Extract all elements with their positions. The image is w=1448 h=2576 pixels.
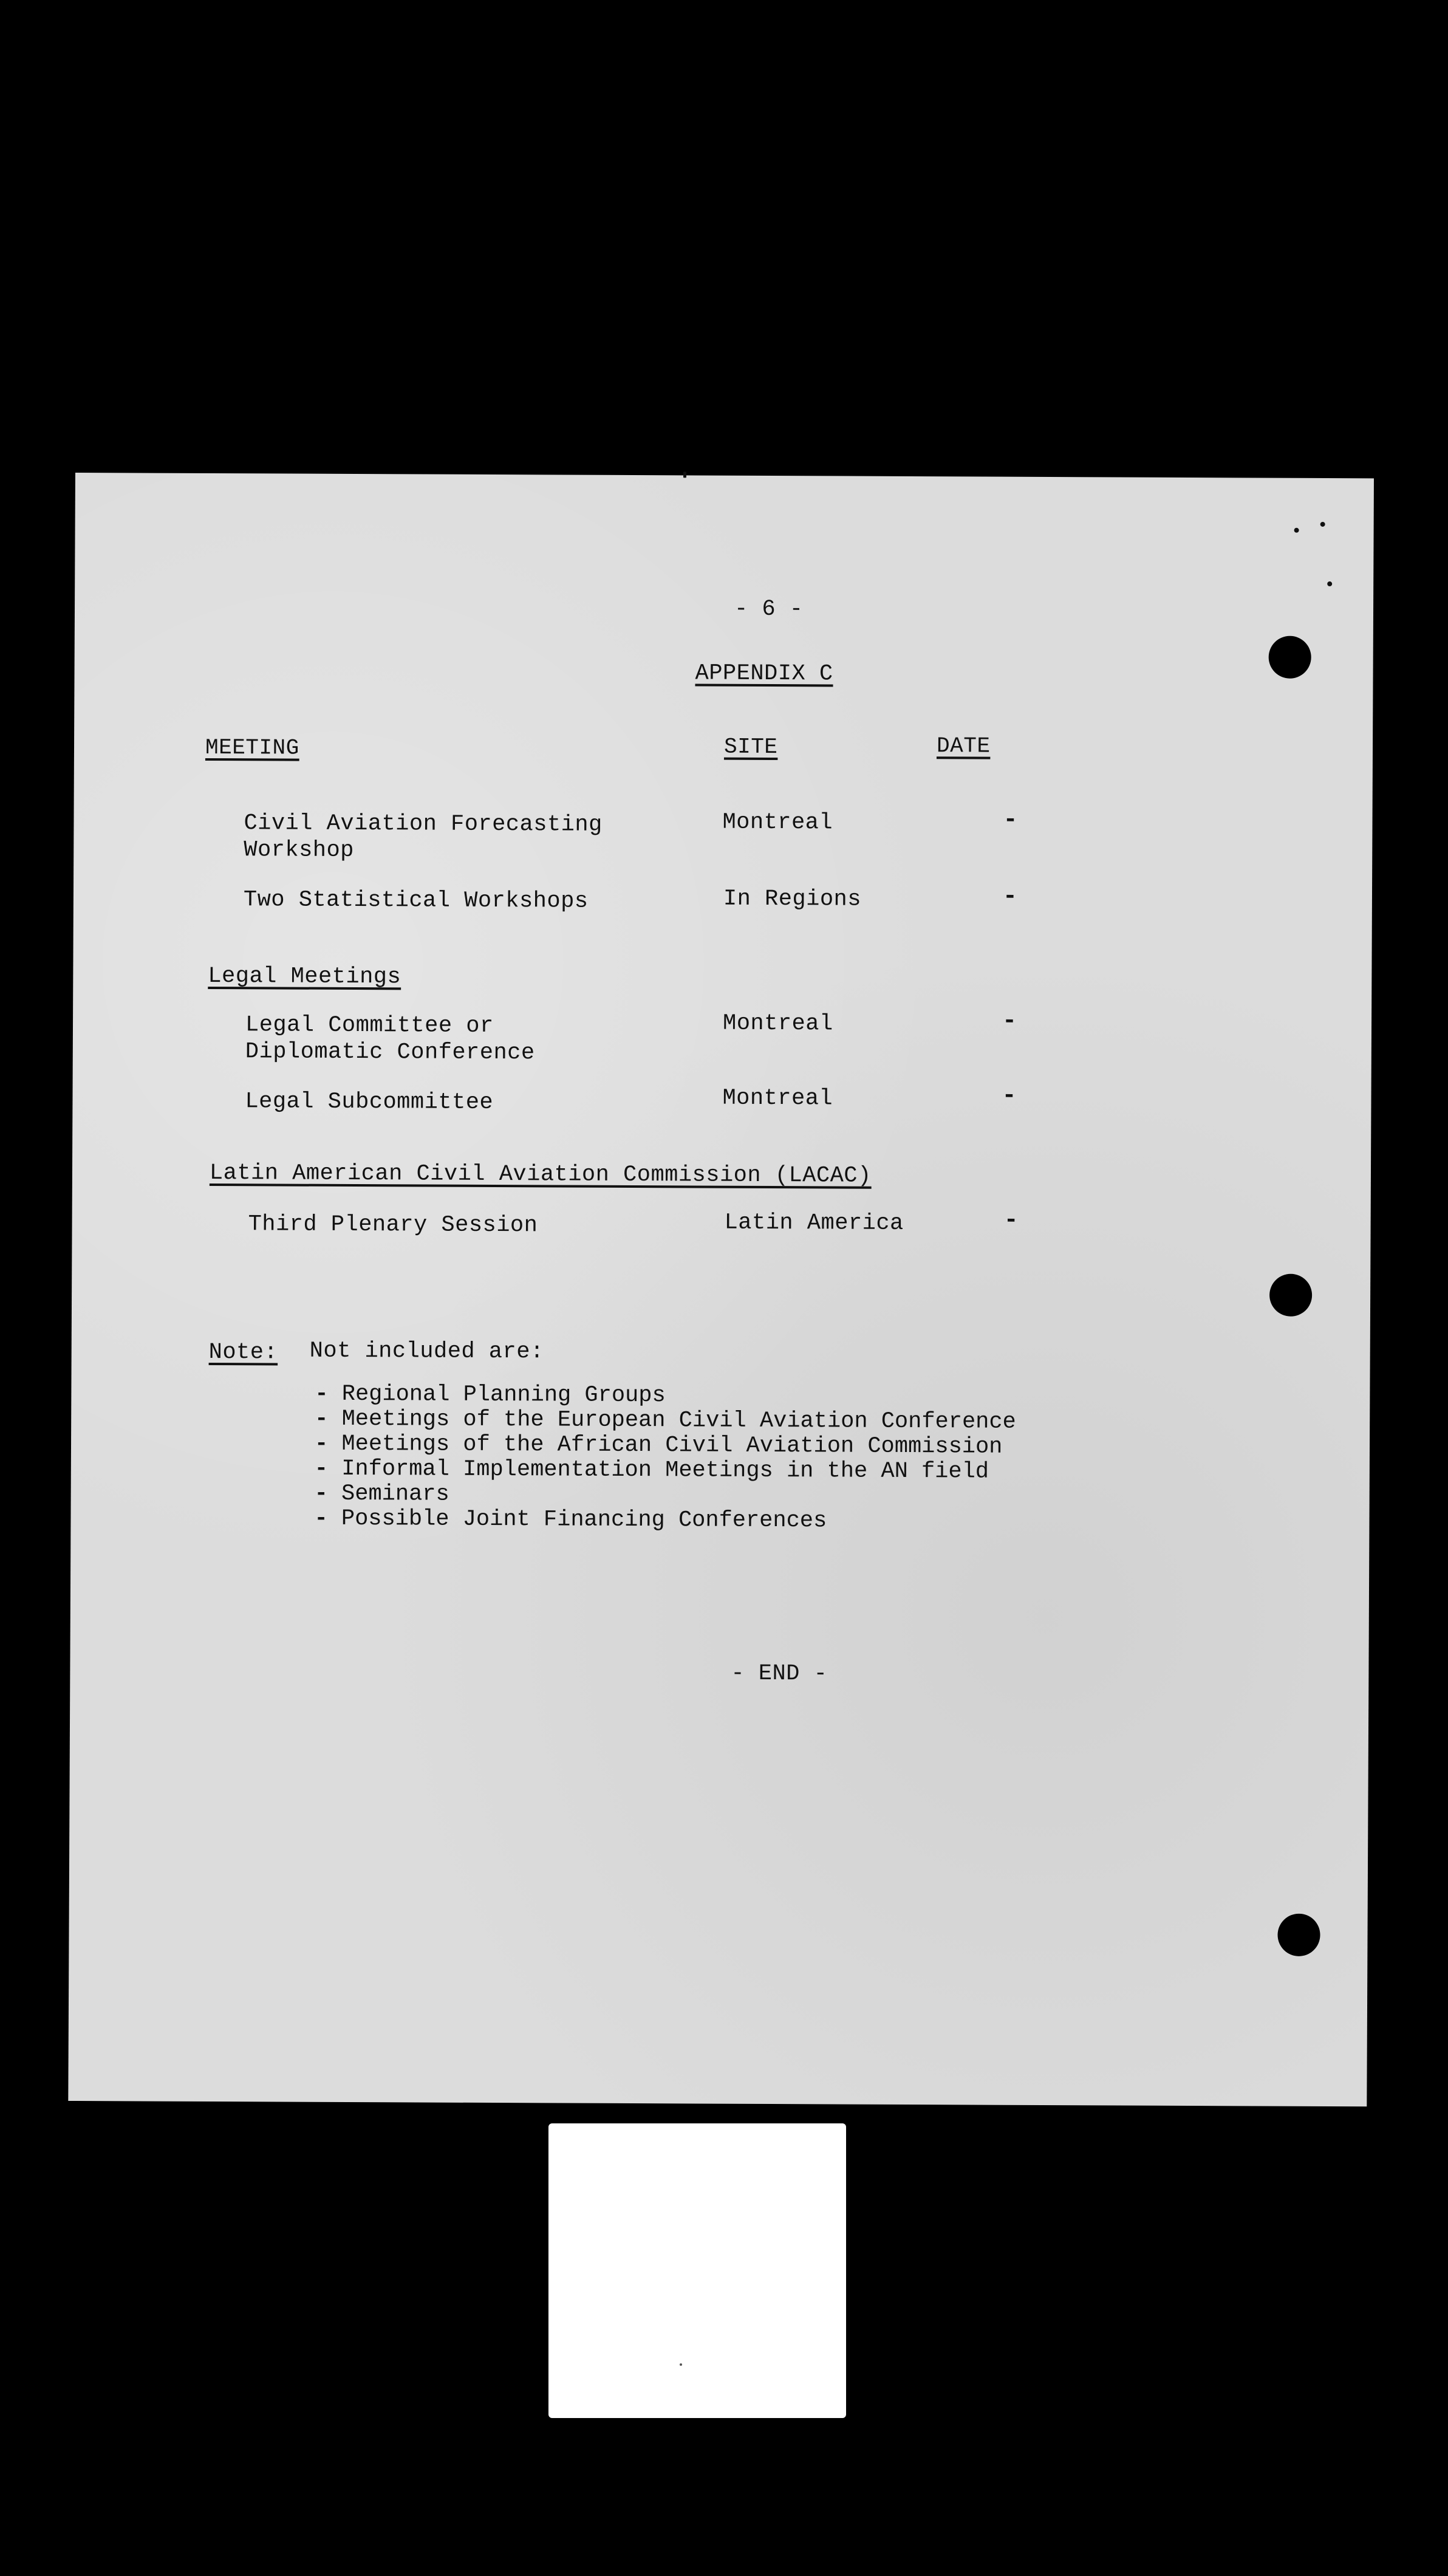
meeting-date: - (1003, 1207, 1019, 1235)
list-item: - Meetings of the African Civil Aviation Commission (315, 1432, 1016, 1460)
column-header-date: DATE (936, 733, 991, 759)
page-number: - 6 - (734, 596, 804, 623)
meeting-name: Legal Subcommittee (245, 1089, 494, 1116)
white-slip (548, 2123, 846, 2418)
list-item: - Seminars (315, 1482, 1016, 1510)
meeting-name: Legal Committee or Diplomatic Conference (245, 1012, 535, 1066)
meeting-date: - (1002, 1082, 1017, 1110)
excluded-meetings-list (314, 1382, 1016, 1535)
meeting-date: - (1003, 806, 1018, 834)
list-item: - Informal Implementation Meetings in the AN field (315, 1457, 1016, 1485)
list-item: - Regional Planning Groups (315, 1382, 1016, 1410)
note-intro: Not included are: (309, 1338, 544, 1365)
document-page (68, 473, 1374, 2106)
legal-section-title: Legal Meetings (208, 963, 401, 990)
meeting-name: Two Statistical Workshops (243, 887, 589, 914)
speck-mark (1327, 581, 1332, 586)
meeting-date: - (1002, 1007, 1017, 1035)
meeting-site: Montreal (722, 1085, 833, 1112)
speck-mark (1320, 522, 1325, 527)
meeting-name: Civil Aviation Forecasting Workshop (244, 810, 603, 864)
column-header-site: SITE (723, 734, 778, 760)
meeting-site: Montreal (722, 809, 833, 836)
slip-speck (680, 2363, 682, 2366)
column-header-meeting: MEETING (205, 735, 299, 761)
end-mark: - END - (731, 1660, 828, 1687)
speck-mark (1294, 528, 1299, 533)
meeting-site: Latin America (724, 1210, 904, 1236)
punch-hole-top (1269, 636, 1311, 679)
list-item: - Meetings of the European Civil Aviation Conference (315, 1407, 1016, 1435)
meeting-site: In Regions (723, 886, 862, 913)
punch-hole-bottom (1277, 1914, 1320, 1956)
meeting-date: - (1002, 883, 1018, 911)
lacac-section-title: Latin American Civil Aviation Commission (LACAC) (209, 1160, 872, 1189)
note-label: Note: (208, 1339, 278, 1366)
list-item: - Possible Joint Financing Conferences (314, 1507, 1016, 1535)
meeting-site: Montreal (722, 1010, 833, 1037)
appendix-heading: APPENDIX C (695, 660, 833, 687)
speck-mark (683, 471, 686, 478)
punch-hole-middle (1269, 1274, 1312, 1317)
meeting-name: Third Plenary Session (248, 1211, 538, 1239)
